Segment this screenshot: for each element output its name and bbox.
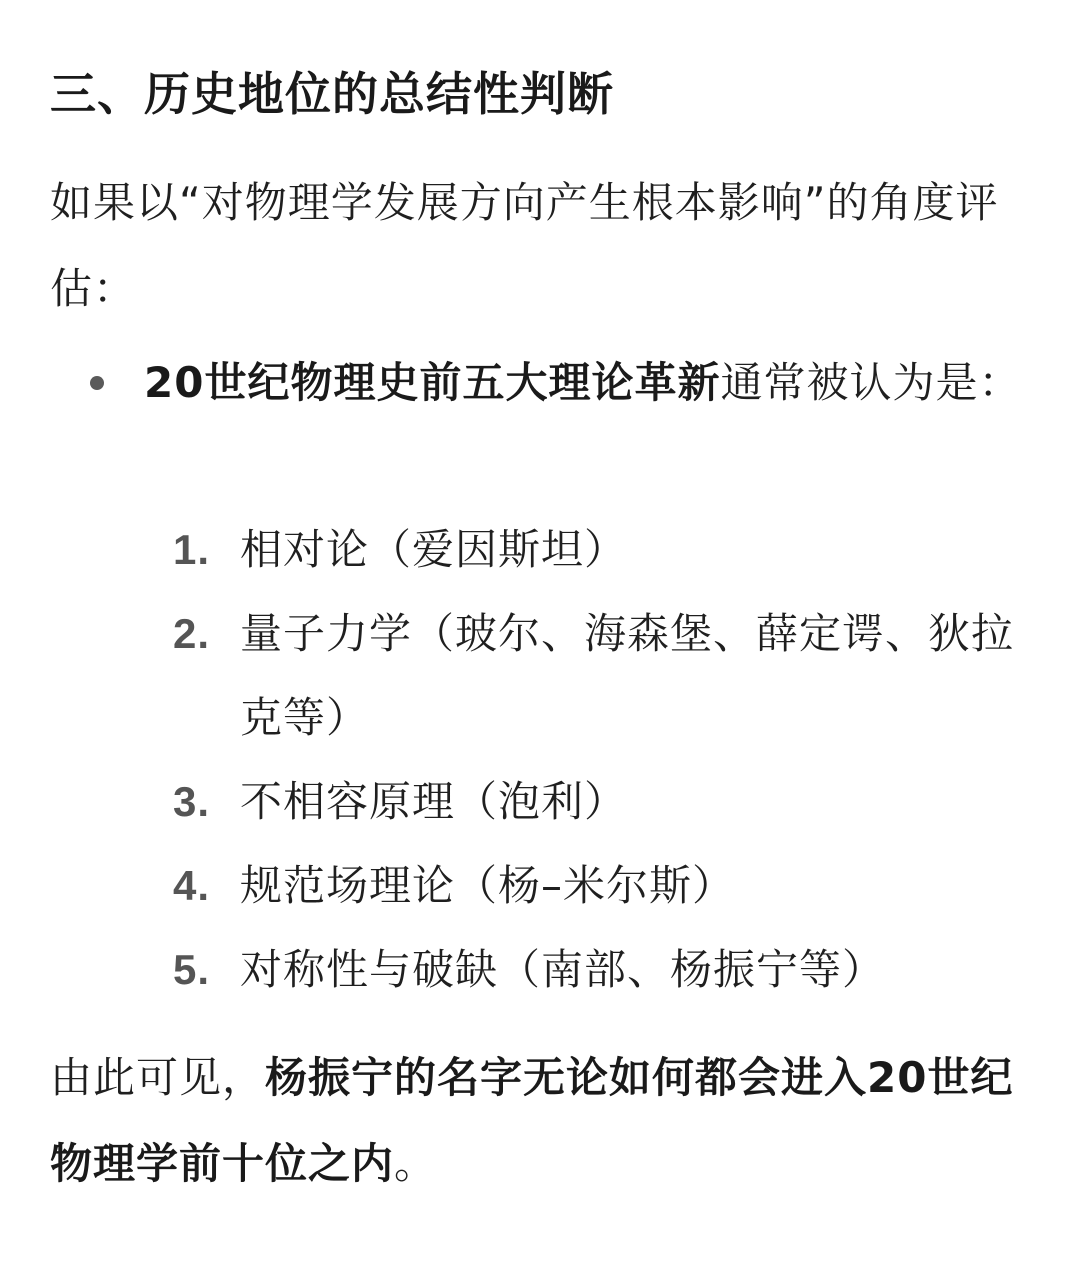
intro-paragraph: 如果以“对物理学发展方向产生根本影响”的角度评估： (50, 178, 999, 313)
conclusion-bold-text: 杨振宁的名字无论如何都会进入20世纪物理学前十位之内 (50, 1053, 1014, 1188)
conclusion-end-text: 。 (394, 1139, 438, 1188)
bullet-text (144, 340, 1024, 426)
list-item-number: 5. (172, 946, 210, 993)
list-item-number: 3. (172, 778, 210, 825)
list-item-number: 1. (172, 526, 210, 573)
list-item (50, 844, 1030, 928)
list-item (50, 592, 1030, 760)
list-item-text: 不相容原理（泡利） (240, 777, 628, 826)
list-item-text: 对称性与破缺（南部、杨振宁等） (240, 945, 886, 994)
bullet-item (50, 340, 1030, 426)
bullet-dot-icon (90, 376, 104, 390)
list-item-number: 2. (172, 610, 210, 657)
list-item-text: 规范场理论（杨–米尔斯） (240, 861, 736, 910)
list-item (50, 508, 1030, 592)
conclusion-lead-text: 由此可见， (50, 1053, 266, 1102)
bullet-bold-text: 20世纪物理史前五大理论革新 (144, 358, 721, 407)
section-heading: 三、历史地位的总结性判断 (50, 67, 614, 121)
conclusion-paragraph (50, 1035, 1030, 1207)
bullet-list (50, 340, 1030, 426)
list-item-text: 相对论（爱因斯坦） (240, 525, 628, 574)
bullet-rest-text: 通常被认为是： (720, 358, 1022, 407)
list-item-text: 量子力学（玻尔、海森堡、薛定谔、狄拉克等） (240, 609, 1015, 742)
list-item-number: 4. (172, 862, 210, 909)
list-item (50, 928, 1030, 1012)
numbered-list (50, 508, 1030, 1012)
list-item (50, 760, 1030, 844)
